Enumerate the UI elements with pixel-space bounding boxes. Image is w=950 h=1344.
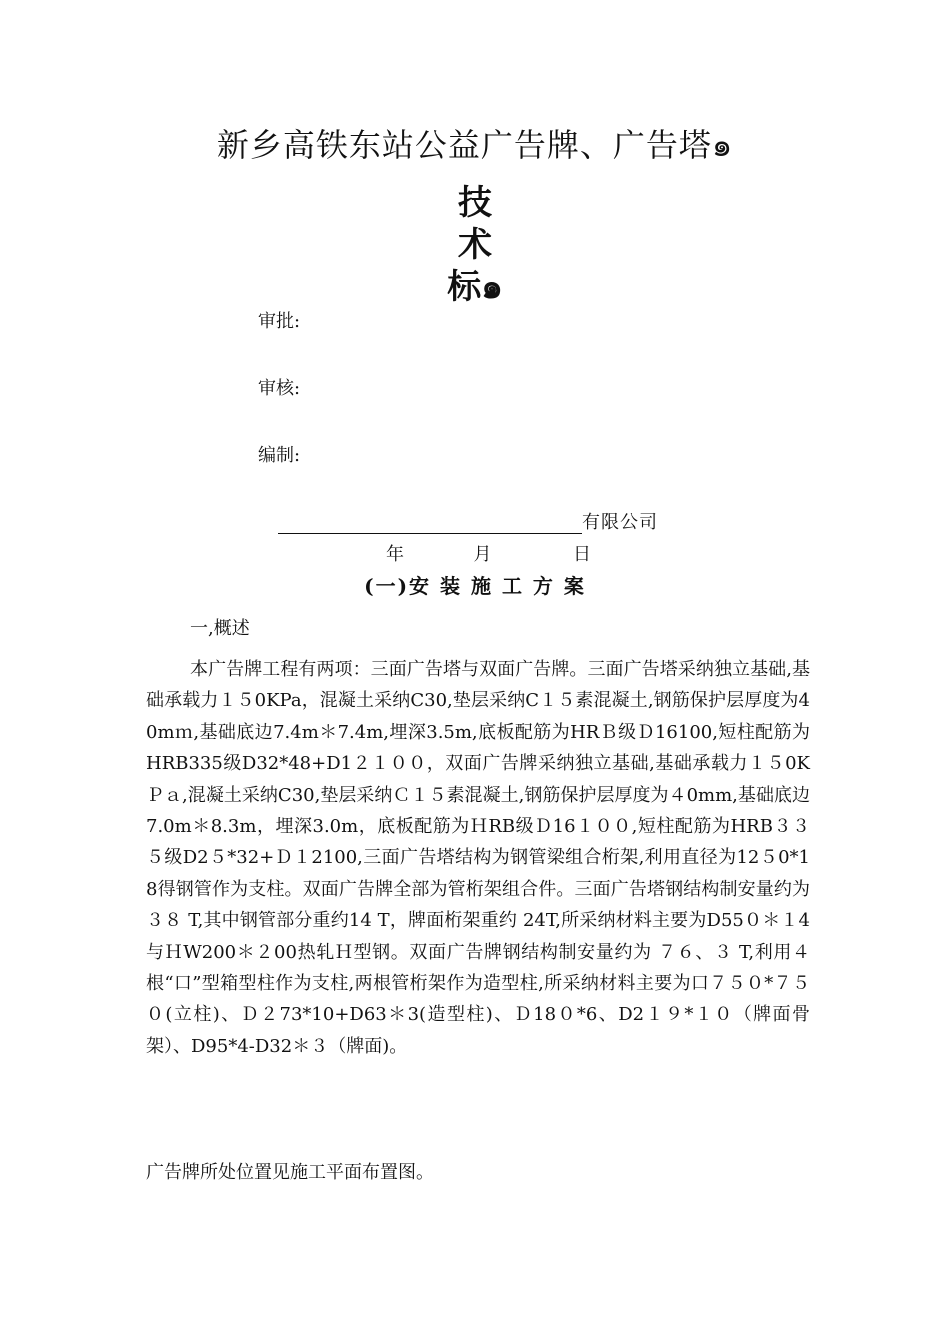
review-label: 审核: <box>258 378 301 399</box>
document-subtitle <box>0 182 950 308</box>
approve-label: 审批: <box>258 311 301 332</box>
date-year: 年 <box>386 544 404 565</box>
overview-heading: 一,概述 <box>190 618 250 639</box>
subtitle-line: 术 <box>458 225 492 265</box>
company-blank <box>278 514 582 534</box>
prepare-label: 编制: <box>258 445 301 466</box>
company-name: 有限公司 <box>582 512 658 533</box>
subtitle-line: 技 <box>458 183 492 223</box>
date-month: 月 <box>473 544 492 565</box>
company-line <box>278 508 658 534</box>
date-day: 日 <box>572 544 591 565</box>
subtitle-line: 标๑ <box>447 267 503 307</box>
document-title: 新乡高铁东站公益广告牌、广告塔๑ <box>216 126 734 164</box>
overview-paragraph: 本广告牌工程有两项：三面广告塔与双面广告牌。三面广告塔采纳独立基础,基础承载力１５0KPa，混凝土采纳C30,垫层采纳C１５素混凝土,钢筋保护层厚度为40mｍ,基础底边7.4m＊7.4m,埋深3.5m,底板配筋为HRＢ级Ｄ16100,短柱配筋为HRB335级D32*48+D1２１００，双面广告牌采纳独立基础,基础承载力１５0KＰａ,混凝土采纳C30,垫层采纳Ｃ１５素混凝土,钢筋保护层厚度为４0mm,基础底边7.0m＊8.3m，埋深3.0m，底板配筋为ＨRB级Ｄ16１００,短柱配筋为HRB３３５级D2５*32+Ｄ１2100,三面广告塔结构为钢管梁组合桁架,利用直径为12５0*18得钢管作为支柱。双面广告牌全部为管桁架组合件。三面广告塔钢结构制安量约为３８ T,其中钢管部分重约14 T，牌面桁架重约 24T,所采纳材料主要为D55０＊１4与ＨW200＊２00热轧Ｈ型钢。双面广告牌钢结构制安量约为 ７６、３ T,利用４根“口”型箱型柱作为支柱,两根管桁架作为造型柱,所采纳材料主要为口７５０*７５０(立柱)、Ｄ２73*10+D63＊3(造型柱)、Ｄ18０*6、D2１９*１０（牌面骨架）、D95*4-D32＊３（牌面)。 <box>146 659 810 1057</box>
date-line <box>386 540 591 566</box>
section-title: (一)安 装 施 工 方 案 <box>364 574 586 598</box>
closing-line: 广告牌所处位置见施工平面布置图。 <box>146 1162 434 1183</box>
